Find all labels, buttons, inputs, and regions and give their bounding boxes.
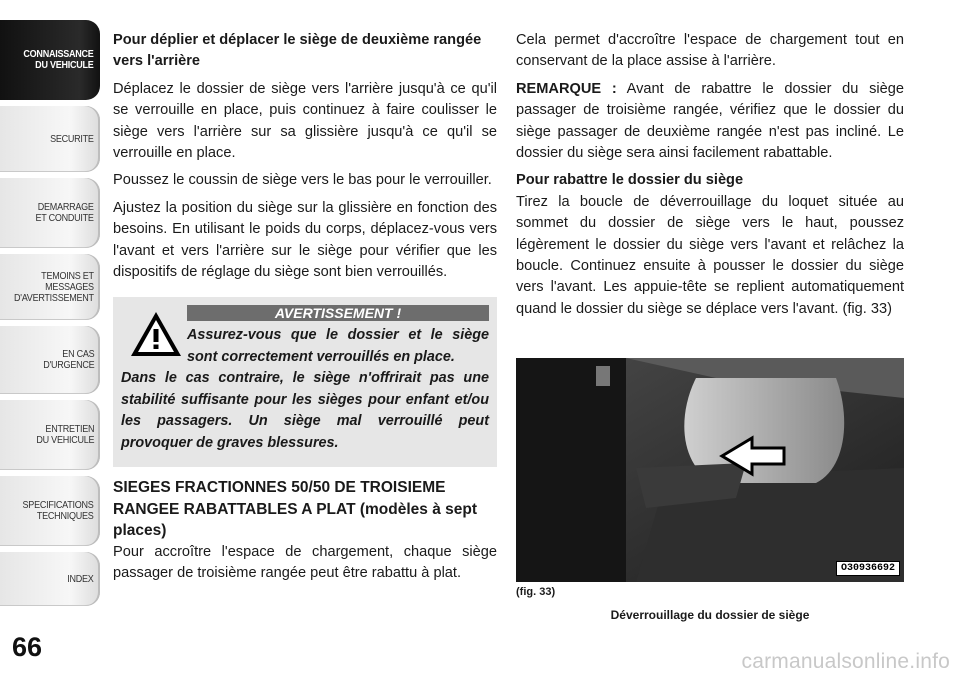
warning-text	[121, 325, 489, 453]
figure-code: O30936692	[836, 561, 900, 576]
tab-label: SPECIFICATIONS TECHNIQUES	[22, 499, 94, 522]
tab-en-cas-urgence[interactable]	[0, 326, 100, 394]
tab-connaissance-du-vehicule[interactable]	[0, 20, 100, 100]
warning-title: AVERTISSEMENT !	[187, 305, 489, 321]
paragraph: Pour accroître l'espace de chargement, chaque siège passager de troisième rangée peut être rabattu à plat.	[113, 543, 497, 582]
paragraph: Poussez le coussin de siège vers le bas pour le verrouiller.	[113, 172, 492, 189]
warning-text-rest: Dans le cas contraire, le siège n'offrirait pas une stabilité suffisante pour les sièges pour enfant et/ou les passagers. Un siège mal verrouillé peut provoquer de graves blessures.	[121, 370, 489, 451]
figure-caption: Déverrouillage du dossier de siège	[610, 608, 810, 622]
tab-index[interactable]	[0, 552, 100, 606]
tab-demarrage[interactable]	[0, 178, 100, 248]
tab-specifications[interactable]	[0, 476, 100, 546]
tab-label: SECURITE	[50, 132, 94, 145]
warning-text-first: Assurez-vous que le dossier et le siège sont correctement verrouillés en place.	[187, 327, 489, 365]
remark-text: Avant de rabattre le dossier du siège passager de troisième rangée, vérifiez que le dossier du siège passager de deuxième rangée n'est pas incliné. Le dossier du siège sera ainsi facilement rabattable.	[516, 80, 904, 162]
tab-label: TEMOINS ET MESSAGES D'AVERTISSEMENT	[14, 269, 94, 304]
section-heading: Pour déplier et déplacer le siège de deuxième rangée vers l'arrière	[113, 32, 482, 70]
figure-reference: (fig. 33)	[516, 586, 556, 598]
paragraph: Déplacez le dossier de siège vers l'arrière jusqu'à ce qu'il se verrouille en place, puis continuez à faire coulisser le siège vers l'arrière sur sa glissière jusqu'à ce qu'il se verrouille en place.	[113, 80, 497, 162]
warning-box	[113, 297, 497, 467]
tab-securite[interactable]	[0, 106, 100, 172]
paragraph: Tirez la boucle de déverrouillage du loquet située au sommet du dossier de siège vers le haut, poussez légèrement le dossier du siège vers l'avant et relâchez la boucle. Continuez ensuite à pousser le dossier du siège vers l'avant. Les appuie-tête se replient automatiquement quand le dossier du siège se déplace vers l'avant. (fig. 33)	[516, 193, 904, 317]
chapter-sidebar	[0, 0, 102, 678]
tab-label: EN CAS D'URGENCE	[42, 348, 94, 371]
left-column	[113, 30, 497, 591]
seat-photo	[516, 358, 904, 582]
seat-illustration	[516, 358, 904, 582]
tab-label: INDEX	[67, 572, 94, 585]
paragraph: Ajustez la position du siège sur la glissière en fonction des besoins. En utilisant le poids du corps, déplacez-vous vers l'avant et vers l'arrière sur le siège pour vérifier que les dispositifs de réglage du siège sont bien verrouillés.	[113, 199, 497, 281]
section-heading: SIEGES FRACTIONNES 50/50 DE TROISIEME RANGEE RABATTABLES A PLAT (modèles à sept places)	[113, 479, 477, 540]
watermark-text: carmanualsonline.info	[741, 650, 950, 673]
remark-label: REMARQUE :	[516, 80, 617, 97]
section-heading: Pour rabattre le dossier du siège	[516, 172, 744, 189]
tab-temoins[interactable]	[0, 254, 100, 320]
remark-paragraph	[516, 79, 904, 165]
paragraph: Cela permet d'accroître l'espace de chargement tout en conservant de la place assise à l'arrière.	[516, 32, 904, 70]
tab-entretien[interactable]	[0, 400, 100, 470]
tab-label: ENTRETIEN DU VEHICULE	[36, 423, 94, 446]
right-column	[516, 30, 904, 326]
tab-label: CONNAISSANCE DU VEHICULE	[23, 48, 94, 71]
tab-label: DEMARRAGE ET CONDUITE	[35, 201, 94, 224]
page-number: 66	[12, 632, 43, 662]
